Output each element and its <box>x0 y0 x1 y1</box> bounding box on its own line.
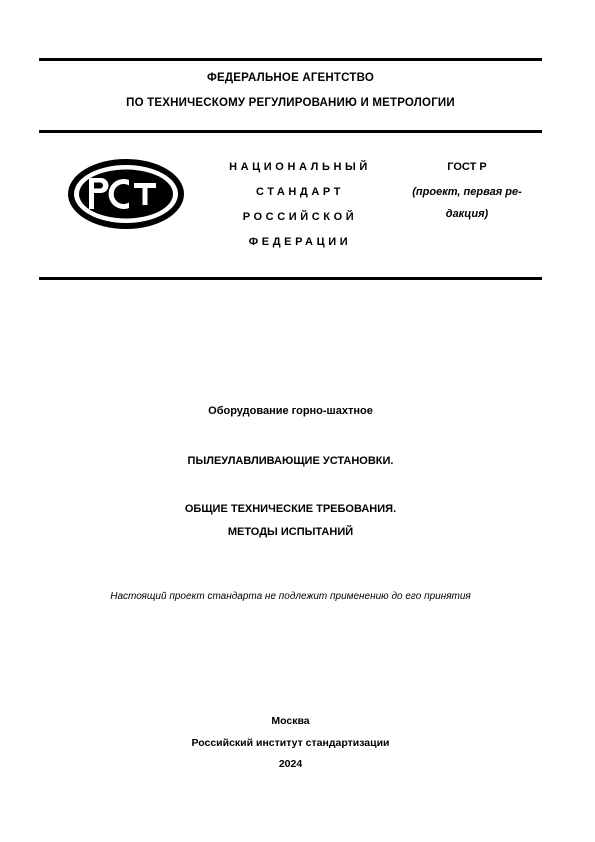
standard-type-line-3: РОССИЙСКОЙ <box>242 211 358 223</box>
gost-status-line-2: дакция) <box>445 208 489 220</box>
standard-type-block <box>210 155 390 255</box>
agency-line-2: ПО ТЕХНИЧЕСКОМУ РЕГУЛИРОВАНИЮ И МЕТРОЛОГИИ <box>126 97 455 109</box>
draft-notice: Настоящий проект стандарта не подлежит применению до его принятия <box>110 591 471 602</box>
publisher-year: 2024 <box>278 758 303 770</box>
publisher-institute: Российский институт стандартизации <box>191 737 390 749</box>
header-bottom-rule <box>39 130 542 133</box>
standard-type-line-2: СТАНДАРТ <box>255 186 345 198</box>
gost-code: ГОСТ Р <box>447 161 487 173</box>
publisher-city: Москва <box>271 715 310 727</box>
title-category: Оборудование горно-шахтное <box>208 405 373 417</box>
agency-line-1: ФЕДЕРАЛЬНОЕ АГЕНТСТВО <box>207 72 374 84</box>
title-sub-line-2: МЕТОДЫ ИСПЫТАНИЙ <box>227 526 354 538</box>
title-sub-line-1: ОБЩИЕ ТЕХНИЧЕСКИЕ ТРЕБОВАНИЯ. <box>184 503 397 515</box>
title-main: ПЫЛЕУЛАВЛИВАЮЩИЕ УСТАНОВКИ. <box>187 455 394 467</box>
top-rule <box>39 58 542 61</box>
gost-status-line-1: (проект, первая ре- <box>412 186 522 198</box>
gost-block <box>392 155 542 224</box>
main-header-bottom-rule <box>39 277 542 280</box>
rst-logo-icon <box>66 157 186 231</box>
standard-type-line-4: ФЕДЕРАЦИИ <box>248 236 352 248</box>
standard-type-line-1: НАЦИОНАЛЬНЫЙ <box>229 161 371 173</box>
